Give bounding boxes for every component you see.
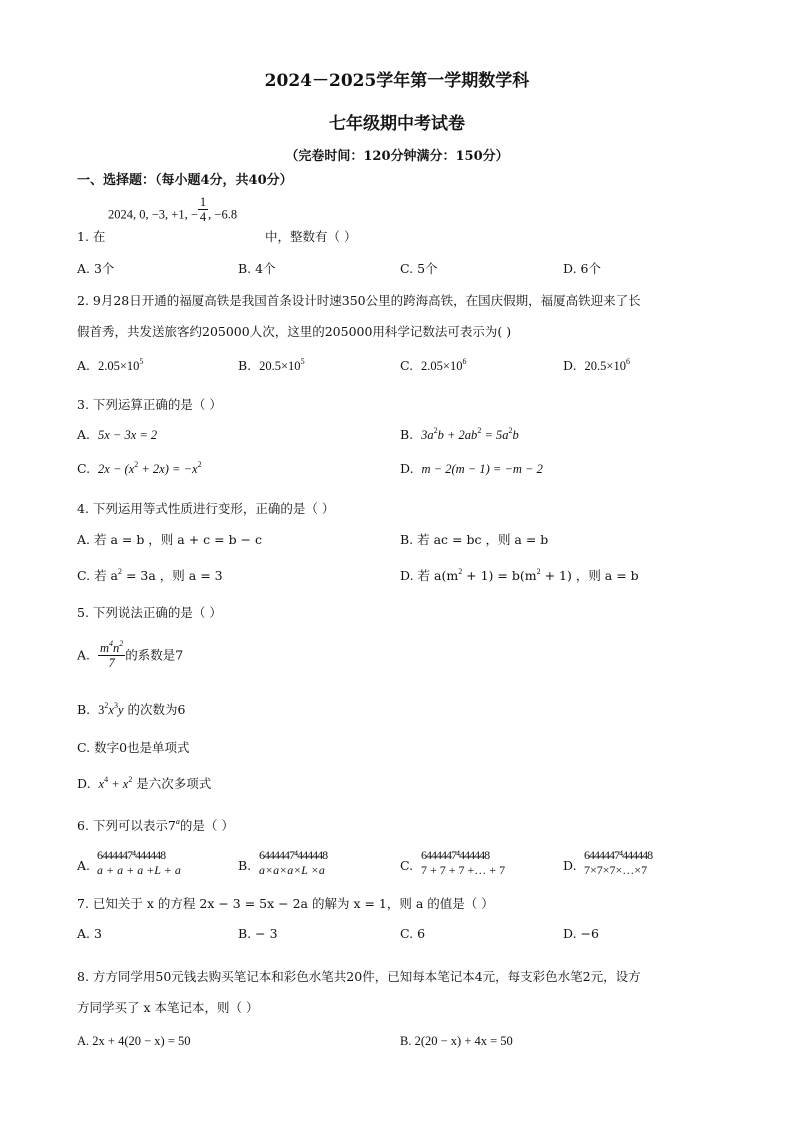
q3-stem: 3. 下列运算正确的是（ ） <box>77 397 222 412</box>
q8-stem-line2: 方同学买了 x 本笔记本，则（ ） <box>77 1000 259 1015</box>
q2-option-d: D. $20.5\times 10^6$ <box>563 357 630 373</box>
q4-option-b: B. 若 ac = bc ，则 a = b <box>400 532 549 547</box>
q6-option-c-label: C. <box>400 858 414 873</box>
q1-option-b: B. 4个 <box>238 261 276 276</box>
q6-option-a-label: A. <box>77 858 91 873</box>
q3-option-b: B. $3a^2b + 2ab^2 = 5a^2b$ <box>400 426 519 442</box>
section-heading: 一、选择题：（每小题4分，共40分） <box>77 173 293 188</box>
q2-stem-line1: 2. 9月28日开通的福厦高铁是我国首条设计时速350公里的跨海高铁，在国庆假期，福厦高铁迎来了长 <box>77 293 641 308</box>
q5-option-b: B. $3^2x^3y$ 的次数为6 <box>77 701 186 717</box>
q6-stem: 6. 下列可以表示7$^a$的是（ ） <box>77 817 234 833</box>
q2-option-b: B. $20.5\times 10^5$ <box>238 357 305 373</box>
q1-number-list: 2024, 0, −3, +1, − $\frac{1}{4}$ , −6.8 <box>108 195 238 225</box>
q8-option-b: B. 2(20 − x) + 4x = 50 <box>400 1034 513 1048</box>
q2-stem-line2: 假首秀，共发送旅客约205000人次，这里的205000用科学记数法可表示为( ) <box>77 324 512 339</box>
q5-option-c: C. 数字0也是单项式 <box>77 740 190 755</box>
q8-stem-line1: 8. 方方同学用50元钱去购买笔记本和彩色水笔共20件，已知每本笔记本4元，每支彩色水笔2元，设方 <box>77 969 641 984</box>
q2-option-a: A. $2.05\times 10^5$ <box>77 357 144 373</box>
q7-stem: 7. 已知关于 x 的方程 2x − 3 = 5x − 2a 的解为 x = 1，则 a 的值是（ ） <box>77 896 494 911</box>
q4-option-d: D. 若 $a(m^2 + 1) = b(m^2 + 1)$ ，则 a = b <box>400 567 639 583</box>
q1-option-d: D. 6个 <box>563 261 601 276</box>
q6-option-d-label: D. <box>563 858 577 873</box>
q1-option-a: A. 3个 <box>77 261 115 276</box>
q3-option-c: C. $2x - (x^2 + 2x) = -x^2$ <box>77 460 202 476</box>
q8-option-a: A. 2x + 4(20 − x) = 50 <box>77 1034 191 1048</box>
q5-option-a: A. $\frac{m^4n^2}{7}$ 的系数是7 <box>77 639 184 671</box>
exam-subtitle: （完卷时间：120分钟满分：150分） <box>285 149 509 164</box>
q5-stem: 5. 下列说法正确的是（ ） <box>77 605 222 620</box>
q6-option-a: 6444447⁴444448 a + a + a +L + a <box>97 848 181 877</box>
q2-option-c: C. $2.05\times 10^6$ <box>400 357 467 373</box>
exam-title-line1: 2024－2025学年第一学期数学科 <box>264 71 530 91</box>
q4-option-a: A. 若 a = b ，则 a + c = b − c <box>77 532 262 547</box>
q4-stem: 4. 下列运用等式性质进行变形，正确的是（ ） <box>77 501 335 516</box>
q1-stem-end: 中，整数有（ ） <box>265 229 357 244</box>
q5-option-d: D. $x^4 + x^2$ 是六次多项式 <box>77 775 212 791</box>
q6-option-d: 6444447⁴444448 7×7×7×…×7 <box>584 848 653 877</box>
q1-stem-start: 1. 在 <box>77 229 106 244</box>
q6-option-b: 6444447⁴444448 a×a×a×L ×a <box>259 848 328 877</box>
q6-option-c: 6444447⁴444448 7 + 7 + 7 +… + 7 <box>421 848 506 877</box>
q7-option-d: D. −6 <box>563 926 599 941</box>
q7-option-a: A. 3 <box>77 926 102 941</box>
q7-option-b: B. − 3 <box>238 926 278 941</box>
q6-option-b-label: B. <box>238 858 252 873</box>
q3-option-d: D. m − 2(m − 1) = −m − 2 <box>400 461 543 476</box>
q3-option-a: A. 5x − 3x = 2 <box>77 427 158 442</box>
q4-option-c: C. 若 $a^2 = 3a$ ，则 a = 3 <box>77 567 223 583</box>
q7-option-c: C. 6 <box>400 926 426 941</box>
q1-option-c: C. 5个 <box>400 261 438 276</box>
exam-title-line2: 七年级期中考试卷 <box>329 114 465 134</box>
